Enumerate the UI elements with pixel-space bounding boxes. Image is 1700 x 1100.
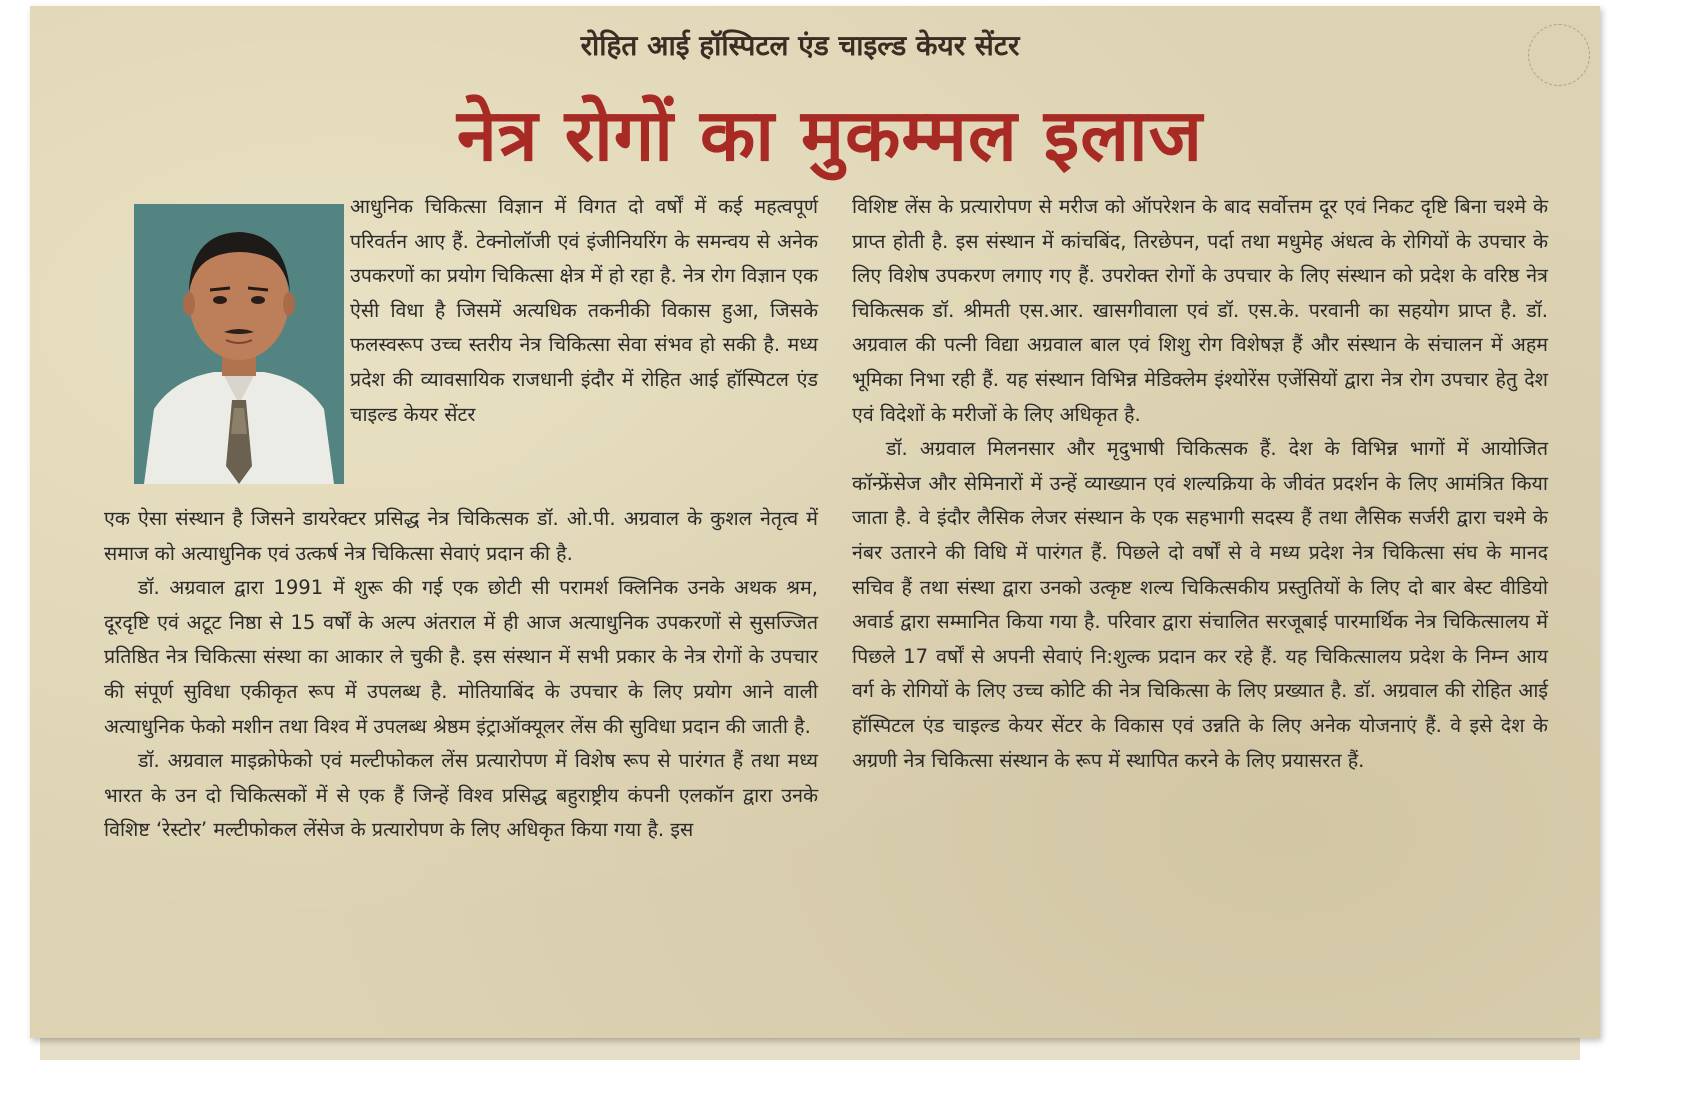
left-paragraph-1-part-2: एक ऐसा संस्थान है जिसने डायरेक्टर प्रसिद्ध नेत्र चिकित्सक डॉ. ओ.पी. अग्रवाल के कुशल नेतृत्व में समाज को अत्याधुनिक एवं उत्कर्ष नेत्र चिकित्सा सेवाएं प्रदान की है. [104, 507, 818, 565]
right-paragraph-1: विशिष्ट लेंस के प्रत्यारोपण से मरीज को ऑपरेशन के बाद सर्वोत्तम दूर एवं निकट दृष्टि बिना चश्मे के प्राप्त होती है. इस संस्थान में कांचबिंद, तिरछेपन, पर्दा तथा मधुमेह अंधत्व के रोगियों के उपचार के लिए विशेष उपकरण लगाए गए हैं. उपरोक्त रोगों के उपचार के लिए संस्थान को प्रदेश के वरिष्ठ नेत्र चिकित्सक डॉ. श्रीमती एस.आर. खासगीवाला एवं डॉ. एस.के. परवानी का सहयोग प्राप्त है. डॉ. अग्रवाल की पत्नी विद्या अग्रवाल बाल एवं शिशु रोग विशेषज्ञ हैं और संस्थान के संचालन में अहम भूमिका निभा रही हैं. यह संस्थान विभिन्न मेडिक्लेम इंश्योरेंस एजेंसियों द्वारा नेत्र रोग उपचार हेतु देश एवं विदेशों के मरीजों के लिए अधिकृत है. [852, 195, 1548, 426]
kicker-line: रोहित आई हॉस्पिटल एंड चाइल्ड केयर सेंटर [580, 29, 1020, 62]
right-paragraph-2: डॉ. अग्रवाल मिलनसार और मृदुभाषी चिकित्सक हैं. देश के विभिन्न भागों में आयोजित कॉन्फ्रेंसेज और सेमिनारों में उन्हें व्याख्यान एवं शल्यक्रिया के जीवंत प्रदर्शन के लिए आमंत्रित किया जाता है. वे इंदौर लैसिक लेजर संस्थान के एक सहभागी सदस्य हैं तथा लैसिक सर्जरी द्वारा चश्मे के नंबर उतारने की विधि में पारंगत हैं. पिछले दो वर्षों से वे मध्य प्रदेश नेत्र चिकित्सा संघ के मानद सचिव हैं तथा संस्था द्वारा उनको उत्कृष्ट शल्य चिकित्सकीय प्रस्तुतियों के लिए दो बार बेस्ट वीडियो अवार्ड द्वारा सम्मानित किया गया है. परिवार द्वारा संचालित सरजूबाई पारमार्थिक नेत्र चिकित्सालय में पिछले 17 वर्षों से अपनी सेवाएं नि:शुल्क प्रदान कर रहे हैं. यह चिकित्सालय प्रदेश के निम्न आय वर्ग के रोगियों के लिए उच्च कोटि की नेत्र चिकित्सा के लिए प्रख्यात है. डॉ. अग्रवाल की रोहित आई हॉस्पिटल एंड चाइल्ड केयर सेंटर के विकास एवं उन्नति के लिए अनेक योजनाएं हैं. वे इसे देश के अग्रणी नेत्र चिकित्सा संस्थान के रूप में स्थापित करने के लिए प्रयासरत हैं. [852, 437, 1548, 772]
clipping-shadow-strip [40, 1036, 1580, 1060]
right-column-body [852, 190, 1548, 778]
left-paragraph-3: डॉ. अग्रवाल माइक्रोफेको एवं मल्टीफोकल लेंस प्रत्यारोपण में विशेष रूप से पारंगत हैं तथा मध्य भारत के उन दो चिकित्सकों में से एक हैं जिन्हें विश्व प्रसिद्ध बहुराष्ट्रीय कंपनी एलकॉन द्वारा उनके विशिष्ट ‘रेस्टोर’ मल्टीफोकल लेंसेज के प्रत्यारोपण के लिए अधिकृत किया गया है. इस [104, 749, 818, 842]
headline: नेत्र रोगों का मुकम्मल इलाज [456, 93, 1204, 177]
left-column-wrap-text [350, 190, 818, 432]
left-paragraph-2: डॉ. अग्रवाल द्वारा 1991 में शुरू की गई एक छोटी सी परामर्श क्लिनिक उनके अथक श्रम, दूरदृष्टि एवं अटूट निष्ठा से 15 वर्षों के अल्प अंतराल में ही आज अत्याधुनिक उपकरणों से सुसज्जित प्रतिष्ठित नेत्र चिकित्सा संस्था का आकार ले चुकी है. इस संस्थान में सभी प्रकार के नेत्र रोगों के उपचार की संपूर्ण सुविधा एकीकृत रूप में उपलब्ध है. मोतियाबिंद के उपचार के लिए प्रयोग आने वाली अत्याधुनिक फेको मशीन तथा विश्व में उपलब्ध श्रेष्ठम इंट्राऑक्यूलर लेंस की सुविधा प्रदान की जाती है. [104, 576, 818, 738]
left-column-body [104, 502, 818, 848]
left-paragraph-1-part-1: आधुनिक चिकित्सा विज्ञान में विगत दो वर्षों में कई महत्वपूर्ण परिवर्तन आए हैं. टेक्नोलॉजी एवं इंजीनियरिंग के समन्वय से अनेक उपकरणों का प्रयोग चिकित्सा क्षेत्र में हो रहा है. नेत्र रोग विज्ञान एक ऐसी विधा है जिसमें अत्यधिक तकनीकी विकास हुआ, जिसके फलस्वरूप उच्च स्तरीय नेत्र चिकित्सा सेवा संभव हो सकी है. मध्य प्रदेश की व्यावसायिक राजधानी इंदौर में रोहित आई हॉस्पिटल एंड चाइल्ड केयर सेंटर [350, 195, 818, 426]
doctor-portrait-photo [134, 204, 344, 484]
